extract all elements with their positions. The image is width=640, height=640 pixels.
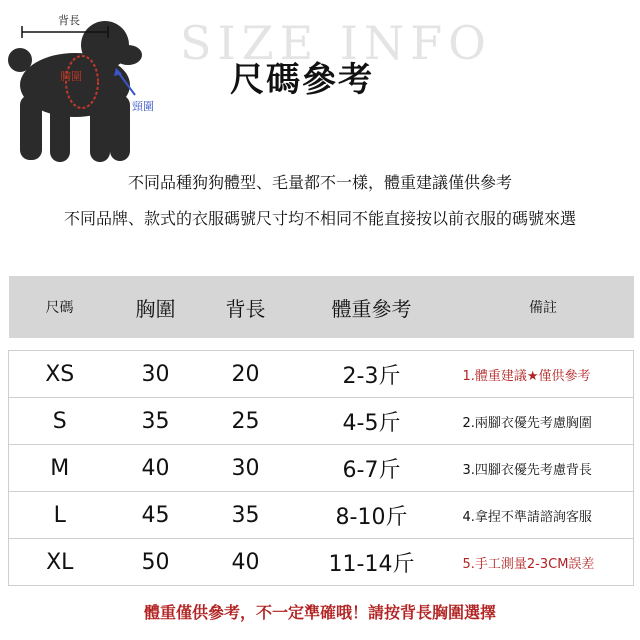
note-brand-sizing: 不同品牌、款式的衣服碼號尺寸均不相同不能直接按以前衣服的碼號來選 xyxy=(63,209,576,228)
chest-label: 胸圍 xyxy=(60,70,82,83)
table-row xyxy=(9,445,634,492)
chest-cell: 30 xyxy=(111,351,201,398)
remark-cell: 2.兩腳衣優先考慮胸圍 xyxy=(453,398,634,445)
footer-note: 體重僅供參考，不一定準確哦！請按背長胸圍選擇 xyxy=(143,603,496,622)
page-title: 尺碼參考 xyxy=(230,60,374,100)
weight-cell: 6-7斤 xyxy=(291,445,453,492)
back-cell: 25 xyxy=(201,398,291,445)
size-table xyxy=(8,276,634,586)
chest-cell: 40 xyxy=(111,445,201,492)
back-cell: 30 xyxy=(201,445,291,492)
remark-cell: 5.手工測量2-3CM誤差 xyxy=(453,539,634,586)
weight-cell: 2-3斤 xyxy=(291,351,453,398)
dog-measurement-illustration xyxy=(0,0,200,170)
size-cell: L xyxy=(9,492,111,539)
remark-cell: 3.四腳衣優先考慮背長 xyxy=(453,445,634,492)
weight-cell: 4-5斤 xyxy=(291,398,453,445)
weight-cell: 8-10斤 xyxy=(291,492,453,539)
header-back: 背長 xyxy=(201,276,291,338)
table-row xyxy=(9,351,634,398)
note-weight-disclaimer: 不同品種狗狗體型、毛量都不一樣，體重建議僅供參考 xyxy=(127,173,512,192)
weight-cell: 11-14斤 xyxy=(291,539,453,586)
header-chest: 胸圍 xyxy=(111,276,201,338)
remark-cell: 4.拿捏不準請諮詢客服 xyxy=(453,492,634,539)
back-cell: 35 xyxy=(201,492,291,539)
size-info-watermark: SIZE INFO xyxy=(180,16,492,70)
remark-cell: 1.體重建議★僅供參考 xyxy=(453,351,634,398)
size-cell: XL xyxy=(9,539,111,586)
size-cell: XS xyxy=(9,351,111,398)
size-table-header xyxy=(9,276,634,338)
chest-cell: 45 xyxy=(111,492,201,539)
chest-cell: 35 xyxy=(111,398,201,445)
size-cell: S xyxy=(9,398,111,445)
back-cell: 20 xyxy=(201,351,291,398)
table-row xyxy=(9,492,634,539)
back-cell: 40 xyxy=(201,539,291,586)
header-remark: 備註 xyxy=(453,276,634,338)
header-size: 尺碼 xyxy=(9,276,111,338)
neck-label: 頸圍 xyxy=(132,100,154,113)
header-weight: 體重參考 xyxy=(291,276,453,338)
back-length-label: 背長 xyxy=(58,14,80,27)
table-row xyxy=(9,398,634,445)
size-cell: M xyxy=(9,445,111,492)
chest-cell: 50 xyxy=(111,539,201,586)
table-row xyxy=(9,539,634,586)
